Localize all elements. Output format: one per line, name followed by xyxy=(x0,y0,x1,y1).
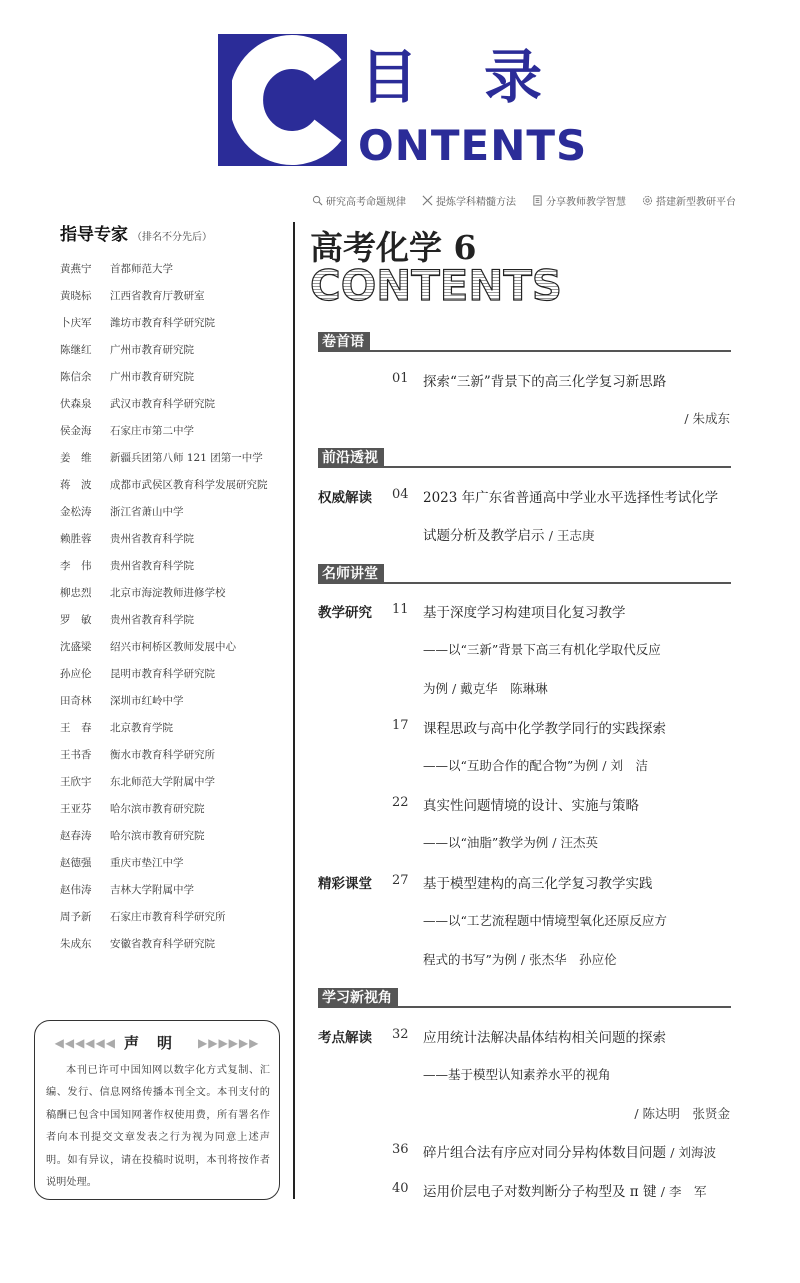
tagline xyxy=(312,193,406,208)
section-label: 学习新视角 xyxy=(318,988,398,1008)
tagline-text: 搭建新型教研平台 xyxy=(656,197,736,208)
column-divider xyxy=(293,222,295,1199)
toc-subtitle-cont[interactable] xyxy=(423,950,617,968)
expert-org: 哈尔滨市教育研究院 xyxy=(110,830,205,842)
expert-row xyxy=(60,855,290,882)
journal-title: 高考化学 6 xyxy=(310,228,477,267)
expert-org: 江西省教育厅教研室 xyxy=(110,290,205,302)
section-rule xyxy=(318,1006,731,1008)
toc-title[interactable]: 基于深度学习构建项目化复习教学 xyxy=(423,605,626,621)
section-header xyxy=(318,448,731,468)
expert-org: 广州市教育研究院 xyxy=(110,344,194,356)
expert-org: 绍兴市柯桥区教师发展中心 xyxy=(110,641,236,653)
toc-category: 考点解读 xyxy=(318,1030,372,1046)
expert-row xyxy=(60,531,290,558)
toc-author: / 朱成东 xyxy=(684,411,730,426)
expert-row xyxy=(60,639,290,666)
expert-name: 王欣宇 xyxy=(60,776,92,788)
experts-note: （排名不分先后） xyxy=(132,232,212,243)
toc-subtitle-text: 程式的书写”为例 xyxy=(423,952,517,967)
expert-row xyxy=(60,450,290,477)
expert-org: 武汉市教育科学研究院 xyxy=(110,398,215,410)
logo-c-letter xyxy=(232,32,350,168)
toc-author: / 刘海波 xyxy=(670,1145,716,1160)
expert-name: 黄燕宁 xyxy=(60,263,92,275)
expert-org: 北京市海淀教师进修学校 xyxy=(110,587,226,599)
expert-row xyxy=(60,828,290,855)
expert-org: 新疆兵团第八师 121 团第一中学 xyxy=(110,452,263,464)
contents-outline-word xyxy=(310,262,565,306)
toc-title-en: ONTENTS xyxy=(358,121,588,170)
toc-category: 精彩课堂 xyxy=(318,876,372,892)
toc-author: / 刘 洁 xyxy=(602,758,648,773)
toc-author: / 张杰华 孙应伦 xyxy=(520,952,617,967)
tagline-text: 研究高考命题规律 xyxy=(326,197,406,208)
expert-name: 王亚芬 xyxy=(60,803,92,815)
expert-org: 衡水市教育科学研究所 xyxy=(110,749,215,761)
expert-row xyxy=(60,261,290,288)
expert-org: 石家庄市教育科学研究所 xyxy=(110,911,226,923)
expert-row xyxy=(60,666,290,693)
tagline xyxy=(422,193,516,208)
section-label: 名师讲堂 xyxy=(318,564,384,584)
toc-title-text: 运用价层电子对数判断分子构型及 π 键 xyxy=(423,1184,657,1200)
expert-name: 赵春涛 xyxy=(60,830,92,842)
document-icon xyxy=(532,195,543,206)
toc-page: 17 xyxy=(392,718,409,733)
tagline xyxy=(642,193,736,208)
tagline-bar xyxy=(312,193,736,208)
expert-name: 罗 敏 xyxy=(60,614,92,626)
toc-title-cont[interactable] xyxy=(423,524,594,544)
expert-org: 潍坊市教育科学研究院 xyxy=(110,317,215,329)
expert-row xyxy=(60,693,290,720)
toc-title-text: 试题分析及教学启示 xyxy=(423,528,545,544)
expert-name: 李 伟 xyxy=(60,560,92,572)
contents-outline-text: CONTENTS xyxy=(310,262,562,306)
expert-row xyxy=(60,747,290,774)
expert-name: 金松涛 xyxy=(60,506,92,518)
toc-title[interactable] xyxy=(423,1180,706,1200)
toc-subtitle[interactable]: ——以“工艺流程题中情境型氧化还原反应方 xyxy=(423,913,667,928)
toc-page: 22 xyxy=(392,795,409,810)
toc-title[interactable]: 应用统计法解决晶体结构相关问题的探索 xyxy=(423,1030,666,1046)
expert-org: 贵州省教育科学院 xyxy=(110,614,194,626)
expert-name: 黄晓标 xyxy=(60,290,92,302)
toc-page: 11 xyxy=(392,602,409,617)
expert-name: 赖胜蓉 xyxy=(60,533,92,545)
toc-subtitle-cont[interactable] xyxy=(423,679,548,697)
expert-row xyxy=(60,882,290,909)
expert-row xyxy=(60,315,290,342)
expert-row xyxy=(60,909,290,936)
toc-subtitle[interactable]: ——以“三新”背景下高三有机化学取代反应 xyxy=(423,642,661,657)
expert-row xyxy=(60,612,290,639)
toc-page: 27 xyxy=(392,873,409,888)
toc-page: 01 xyxy=(392,371,409,386)
expert-row xyxy=(60,288,290,315)
expert-name: 赵德强 xyxy=(60,857,92,869)
expert-row xyxy=(60,774,290,801)
toc-title[interactable]: 真实性问题情境的设计、实施与策略 xyxy=(423,798,639,814)
expert-name: 孙应伦 xyxy=(60,668,92,680)
expert-name: 王书香 xyxy=(60,749,92,761)
statement-body: 本刊已许可中国知网以数字化方式复制、汇编、发行、信息网络传播本刊全文。本刊支付的稿酬已包含中国知网著作权使用费，所有署名作者向本刊提交文章发表之行为视为同意上述声明。如有异议，请在投稿时说明，本刊将按作者说明处理。 xyxy=(46,1065,270,1189)
expert-name: 朱成东 xyxy=(60,938,92,950)
expert-row xyxy=(60,477,290,504)
toc-subtitle-text: 为例 xyxy=(423,681,449,696)
section-header xyxy=(318,988,731,1008)
toc-title[interactable]: 基于模型建构的高三化学复习教学实践 xyxy=(423,876,653,892)
toc-title[interactable]: 探索“三新”背景下的高三化学复习新思路 xyxy=(423,374,667,390)
experts-title: 指导专家 xyxy=(60,225,128,245)
expert-name: 柳忠烈 xyxy=(60,587,92,599)
expert-row xyxy=(60,342,290,369)
section-header xyxy=(318,332,731,352)
section-rule xyxy=(318,466,731,468)
expert-name: 陈继红 xyxy=(60,344,92,356)
toc-category: 权威解读 xyxy=(318,490,372,506)
expert-name: 侯金海 xyxy=(60,425,92,437)
statement-title: 声明 xyxy=(123,1034,190,1052)
search-icon xyxy=(312,195,323,206)
expert-org: 首都师范大学 xyxy=(110,263,173,275)
toc-subtitle[interactable]: ——基于模型认知素养水平的视角 xyxy=(423,1067,611,1082)
section-label: 卷首语 xyxy=(318,332,370,352)
expert-org: 安徽省教育科学研究院 xyxy=(110,938,215,950)
toc-subtitle-text: ——以“油脂”教学为例 xyxy=(423,835,549,850)
toc-author: / 戴克华 陈琳琳 xyxy=(452,681,548,696)
expert-org: 北京教育学院 xyxy=(110,722,173,734)
toc-page: 36 xyxy=(392,1142,409,1157)
toc-page: 32 xyxy=(392,1027,409,1042)
expert-org: 重庆市垫江中学 xyxy=(110,857,184,869)
right-arrows-icon: ▶▶▶▶▶▶ xyxy=(198,1035,260,1050)
expert-row xyxy=(60,801,290,828)
expert-org: 石家庄市第二中学 xyxy=(110,425,194,437)
expert-row xyxy=(60,720,290,747)
expert-row xyxy=(60,585,290,612)
expert-org: 贵州省教育科学院 xyxy=(110,560,194,572)
tagline-text: 分享教师教学智慧 xyxy=(546,197,626,208)
toc-title-text: 碎片组合法有序应对同分异构体数目问题 xyxy=(423,1145,666,1161)
expert-row xyxy=(60,558,290,585)
expert-name: 姜 维 xyxy=(60,452,92,464)
expert-row xyxy=(60,504,290,531)
expert-row xyxy=(60,396,290,423)
tagline-text: 提炼学科精髓方法 xyxy=(436,197,516,208)
toc-subtitle[interactable] xyxy=(423,833,598,851)
statement-heading xyxy=(40,1032,274,1053)
left-arrows-icon: ◀◀◀◀◀◀ xyxy=(54,1035,116,1050)
expert-org: 深圳市红岭中学 xyxy=(110,695,184,707)
expert-org: 成都市武侯区教育科学发展研究院 xyxy=(110,479,268,491)
expert-row xyxy=(60,423,290,450)
expert-name: 田奇林 xyxy=(60,695,92,707)
expert-row xyxy=(60,369,290,396)
expert-name: 赵伟涛 xyxy=(60,884,92,896)
toc-author: / 汪杰英 xyxy=(552,835,598,850)
expert-name: 陈信余 xyxy=(60,371,92,383)
section-label: 前沿透视 xyxy=(318,448,384,468)
expert-org: 广州市教育研究院 xyxy=(110,371,194,383)
expert-row xyxy=(60,936,290,963)
section-rule xyxy=(318,582,731,584)
expert-org: 浙江省萧山中学 xyxy=(110,506,184,518)
toc-author: / 王志庚 xyxy=(548,528,595,543)
expert-org: 哈尔滨市教育研究院 xyxy=(110,803,205,815)
gear-icon xyxy=(642,195,653,206)
tools-icon xyxy=(422,195,433,206)
toc-title[interactable]: 2023 年广东省普通高中学业水平选择性考试化学 xyxy=(423,490,719,506)
section-header xyxy=(318,564,731,584)
toc-title[interactable]: 课程思政与高中化学教学同行的实践探索 xyxy=(423,721,666,737)
expert-name: 沈盛梁 xyxy=(60,641,92,653)
expert-name: 蒋 波 xyxy=(60,479,92,491)
expert-org: 东北师范大学附属中学 xyxy=(110,776,215,788)
expert-name: 伏森泉 xyxy=(60,398,92,410)
toc-subtitle[interactable] xyxy=(423,756,648,774)
experts-list xyxy=(60,261,290,963)
expert-name: 王 春 xyxy=(60,722,92,734)
toc-subtitle-text: ——以“互助合作的配合物”为例 xyxy=(423,758,599,773)
section-rule xyxy=(318,350,731,352)
experts-heading xyxy=(60,220,212,245)
tagline xyxy=(532,193,626,208)
expert-name: 卜庆军 xyxy=(60,317,92,329)
toc-page: 04 xyxy=(392,487,409,502)
expert-org: 贵州省教育科学院 xyxy=(110,533,194,545)
toc-author: / 李 军 xyxy=(660,1184,707,1199)
toc-category: 教学研究 xyxy=(318,605,372,621)
expert-org: 昆明市教育科学研究院 xyxy=(110,668,215,680)
toc-author: / 陈达明 张贤金 xyxy=(634,1106,730,1121)
toc-title[interactable] xyxy=(423,1141,716,1161)
toc-page: 40 xyxy=(392,1181,409,1196)
expert-name: 周予新 xyxy=(60,911,92,923)
expert-org: 吉林大学附属中学 xyxy=(110,884,194,896)
toc-title-cn: 目录 xyxy=(360,43,609,111)
